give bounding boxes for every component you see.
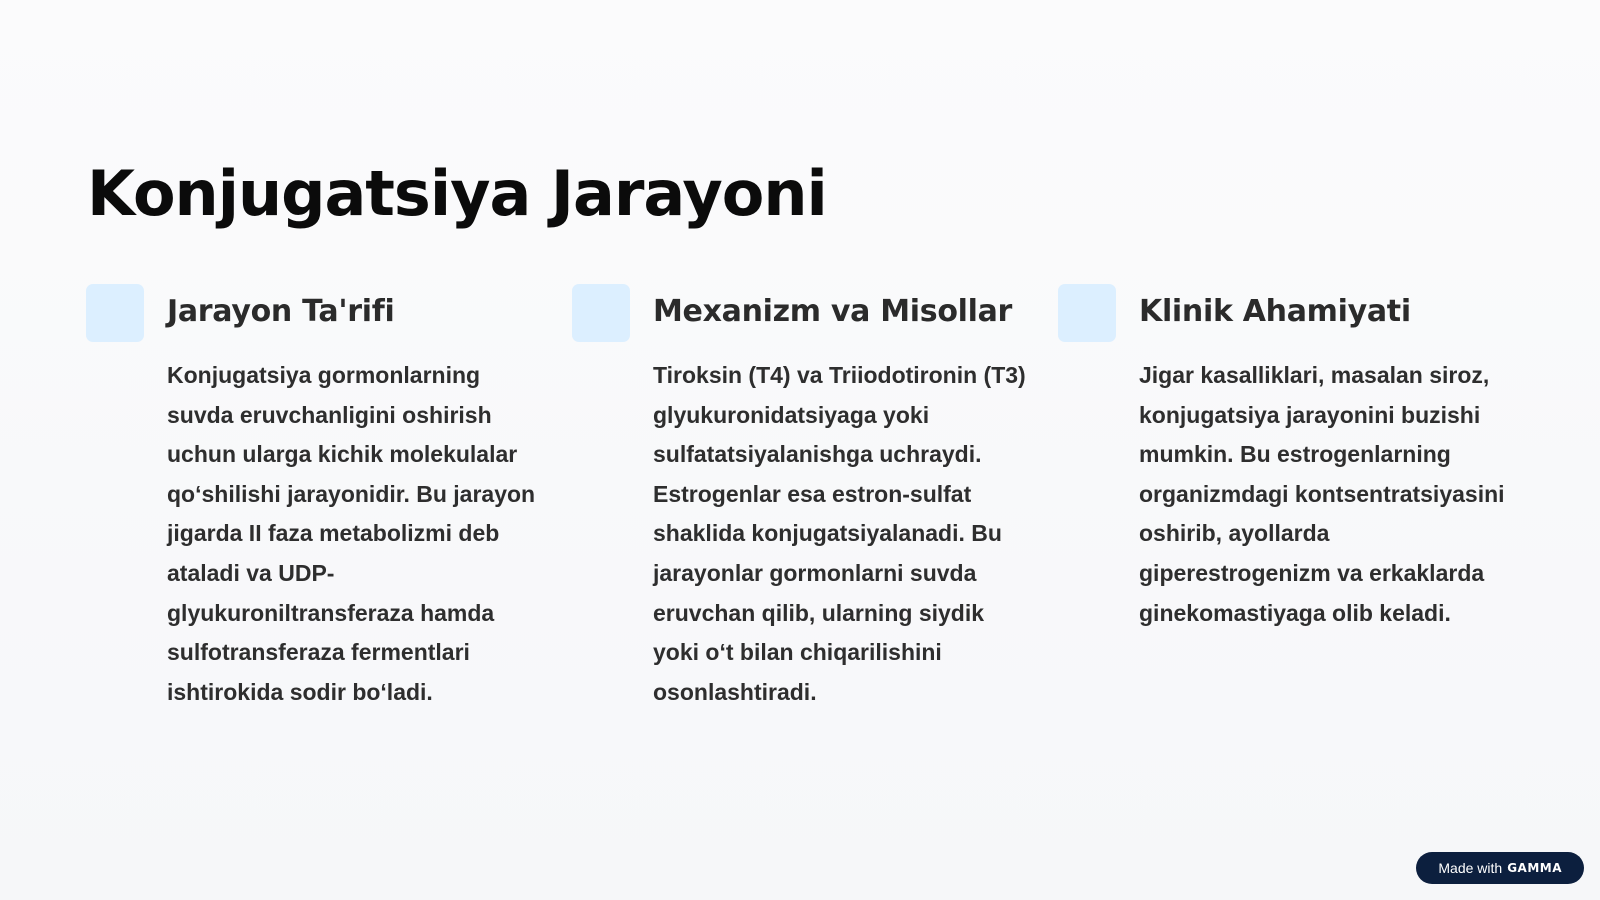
card-title: Mexanizm va Misollar xyxy=(653,294,1013,329)
card-body: Jigar kasalliklari, masalan siroz, konjugatsiya jarayonini buzishi mumkin. Bu estrogenlarning organizmdagi kontsentratsiyasini oshirib, ayollarda giperestrogenizm va erkaklarda ginekomastiyaga olib keladi. xyxy=(1139,362,1505,626)
card-icon-square xyxy=(86,284,144,342)
page-title: Konjugatsiya Jarayoni xyxy=(87,157,827,230)
gamma-logo: GAMMA xyxy=(1507,861,1562,875)
card-title: Klinik Ahamiyati xyxy=(1139,294,1411,329)
made-with-gamma-badge[interactable] xyxy=(1416,852,1584,884)
card-icon-square xyxy=(1058,284,1116,342)
card-title: Jarayon Ta'rifi xyxy=(167,294,395,329)
badge-prefix: Made with xyxy=(1438,860,1503,876)
card-body: Konjugatsiya gormonlarning suvda eruvchanligini oshirish uchun ularga kichik molekulalar qo‘shilishi jarayonidir. Bu jarayon jigarda II faza metabolizmi deb ataladi va UDP-glyukuroniltransferaza hamda sulfotransferaza fermentlari ishtirokida sodir bo‘ladi. xyxy=(167,362,536,705)
card-body: Tiroksin (T4) va Triiodotironin (T3) glyukuronidatsiyaga yoki sulfatatsiyalanishga uchraydi. Estrogenlar esa estron-sulfat shaklida konjugatsiyalanadi. Bu jarayonlar gormonlarni suvda eruvchan qilib, ularning siydik yoki o‘t bilan chiqarilishini osonlashtiradi. xyxy=(653,362,1026,705)
card-icon-square xyxy=(572,284,630,342)
